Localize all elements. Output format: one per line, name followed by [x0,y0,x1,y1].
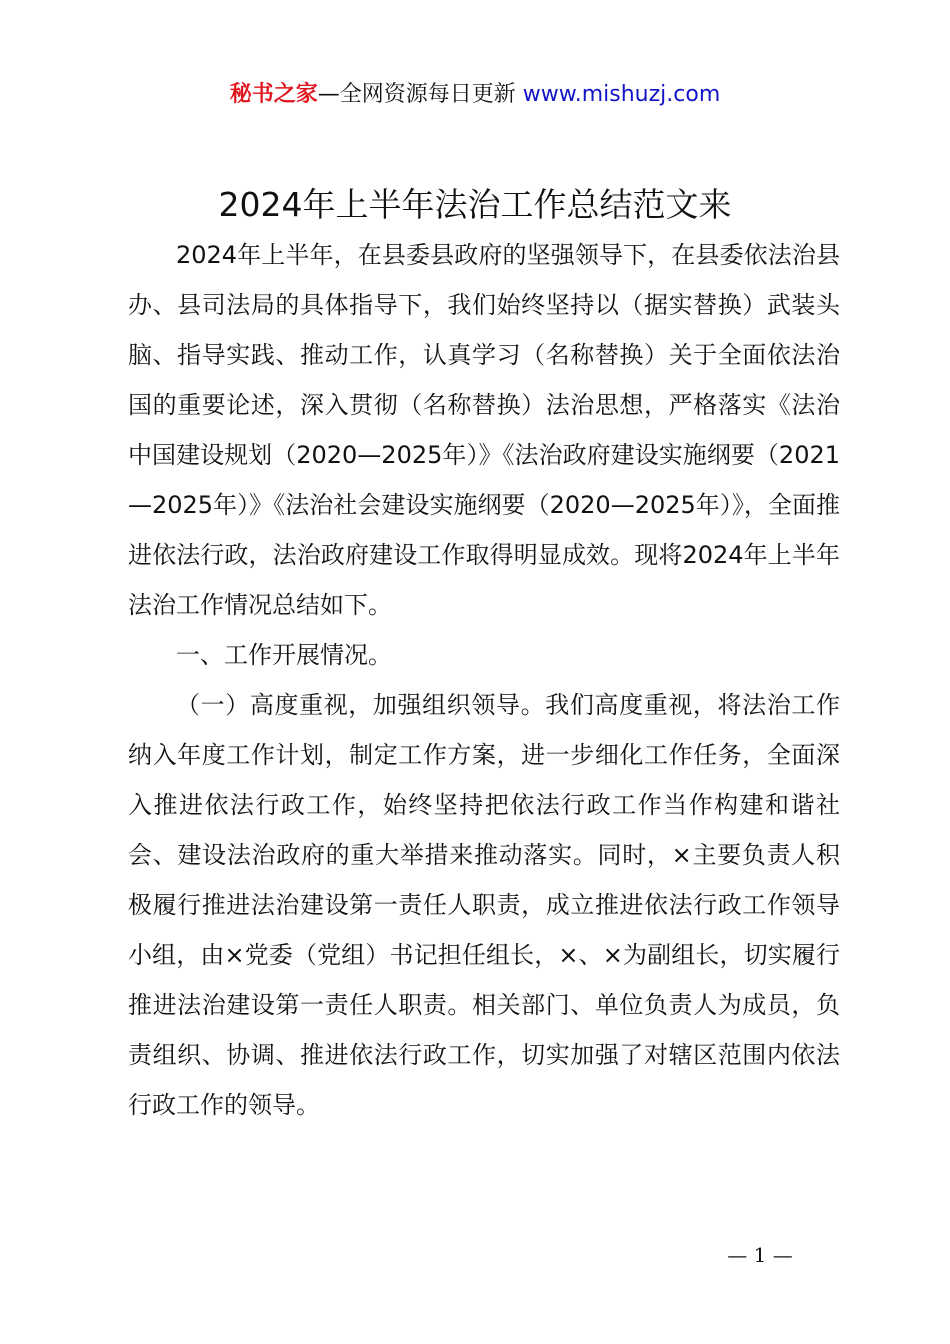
document-title: 2024年上半年法治工作总结范文来 [218,185,732,224]
site-url-link[interactable]: www.mishuzj.com [522,82,721,107]
section-heading: 一、工作开展情况。 [176,641,392,669]
site-tagline: —全网资源每日更新 [317,82,516,107]
document-body [128,230,840,1130]
intro-paragraph: 2024年上半年，在县委县政府的坚强领导下，在县委依法治县办、县司法局的具体指导下，我们始终坚持以（据实替换）武装头脑、指导实践、推动工作，认真学习（名称替换）关于全面依法治国的重要论述，深入贯彻（名称替换）法治思想，严格落实《法治中国建设规划（2020—2025年）》《法治政府建设实施纲要（2021—2025年）》《法治社会建设实施纲要（2020—2025年）》，全面推进依法行政，法治政府建设工作取得明显成效。现将2024年上半年法治工作情况总结如下。 [128,241,840,619]
page-number: — 1 — [727,1243,793,1267]
subsection-paragraph: （一）高度重视，加强组织领导。我们高度重视，将法治工作纳入年度工作计划，制定工作方案，进一步细化工作任务，全面深入推进依法行政工作，始终坚持把依法行政工作当作构建和谐社会、建设法治政府的重大举措来推动落实。同时，×主要负责人积极履行推进法治建设第一责任人职责，成立推进依法行政工作领导小组，由×党委（党组）书记担任组长，×、×为副组长，切实履行推进法治建设第一责任人职责。相关部门、单位负责人为成员，负责组织、协调、推进依法行政工作，切实加强了对辖区范围内依法行政工作的领导。 [128,691,840,1119]
site-brand: 秘书之家 [229,82,318,107]
site-banner [0,78,950,112]
